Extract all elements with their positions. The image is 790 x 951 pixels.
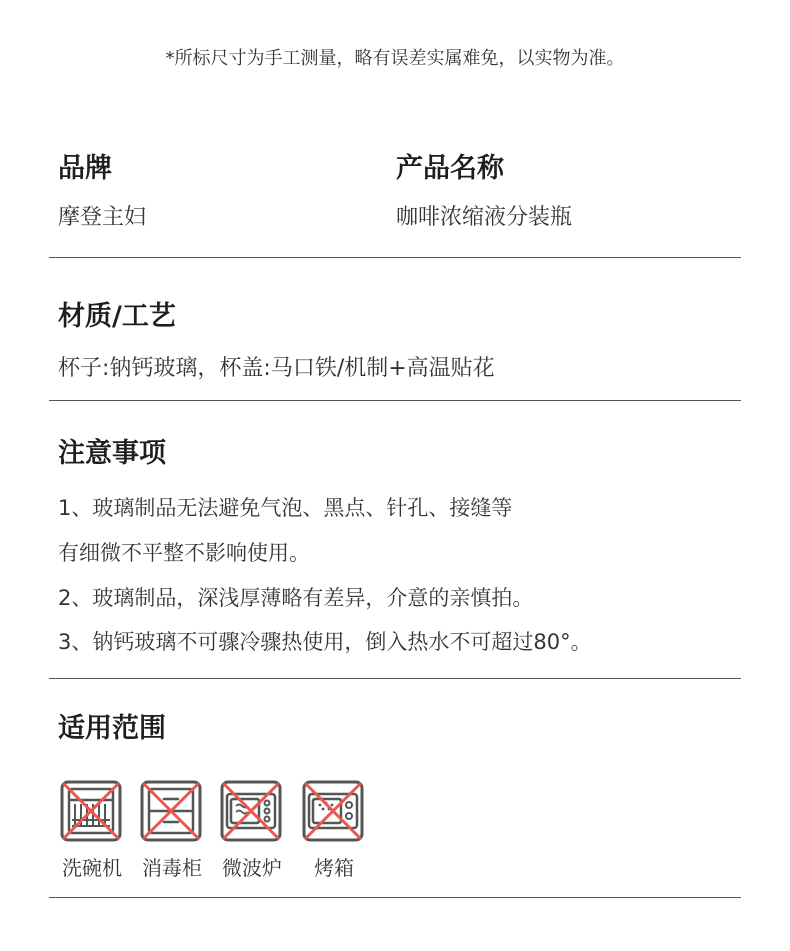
measurement-note: *所标尺寸为手工测量，略有误差实属难免，以实物为准。 <box>165 48 625 69</box>
product-section <box>396 152 572 233</box>
usage-heading: 适用范围 <box>58 713 166 744</box>
brand-section <box>58 152 146 233</box>
usage-item-microwave <box>220 780 286 880</box>
usage-item-dishwasher <box>60 780 126 880</box>
brand-value: 摩登主妇 <box>58 205 147 230</box>
divider <box>49 678 741 679</box>
divider <box>49 897 741 898</box>
sterilizer-cabinet-icon <box>140 780 202 842</box>
usage-label: 洗碗机 <box>62 856 122 880</box>
product-value: 咖啡浓缩液分装瓶 <box>396 205 573 230</box>
usage-label: 消毒柜 <box>142 856 202 880</box>
notice-line: 3、钠钙玻璃不可骤冷骤热使用，倒入热水不可超过80°。 <box>58 630 592 654</box>
notices-section <box>58 437 166 471</box>
usage-section <box>58 712 166 746</box>
notice-line: 1、玻璃制品无法避免气泡、黑点、针孔、接缝等 <box>58 496 513 520</box>
material-section <box>58 300 495 384</box>
notice-line: 2、玻璃制品，深浅厚薄略有差异，介意的亲慎拍。 <box>58 586 534 610</box>
notices-heading: 注意事项 <box>58 438 166 469</box>
usage-label: 微波炉 <box>222 856 282 880</box>
brand-heading: 品牌 <box>58 153 112 184</box>
usage-item-oven <box>302 780 368 880</box>
material-heading: 材质/工艺 <box>58 301 176 332</box>
usage-label: 烤箱 <box>314 856 354 880</box>
notice-line: 有细微不平整不影响使用。 <box>58 541 310 565</box>
oven-icon <box>302 780 364 842</box>
product-heading: 产品名称 <box>396 153 504 184</box>
microwave-icon <box>220 780 282 842</box>
material-value: 杯子:钠钙玻璃，杯盖:马口铁/机制+高温贴花 <box>58 356 495 381</box>
divider <box>49 257 741 258</box>
usage-item-sterilizer <box>140 780 206 880</box>
divider <box>49 400 741 401</box>
dishwasher-icon <box>60 780 122 842</box>
